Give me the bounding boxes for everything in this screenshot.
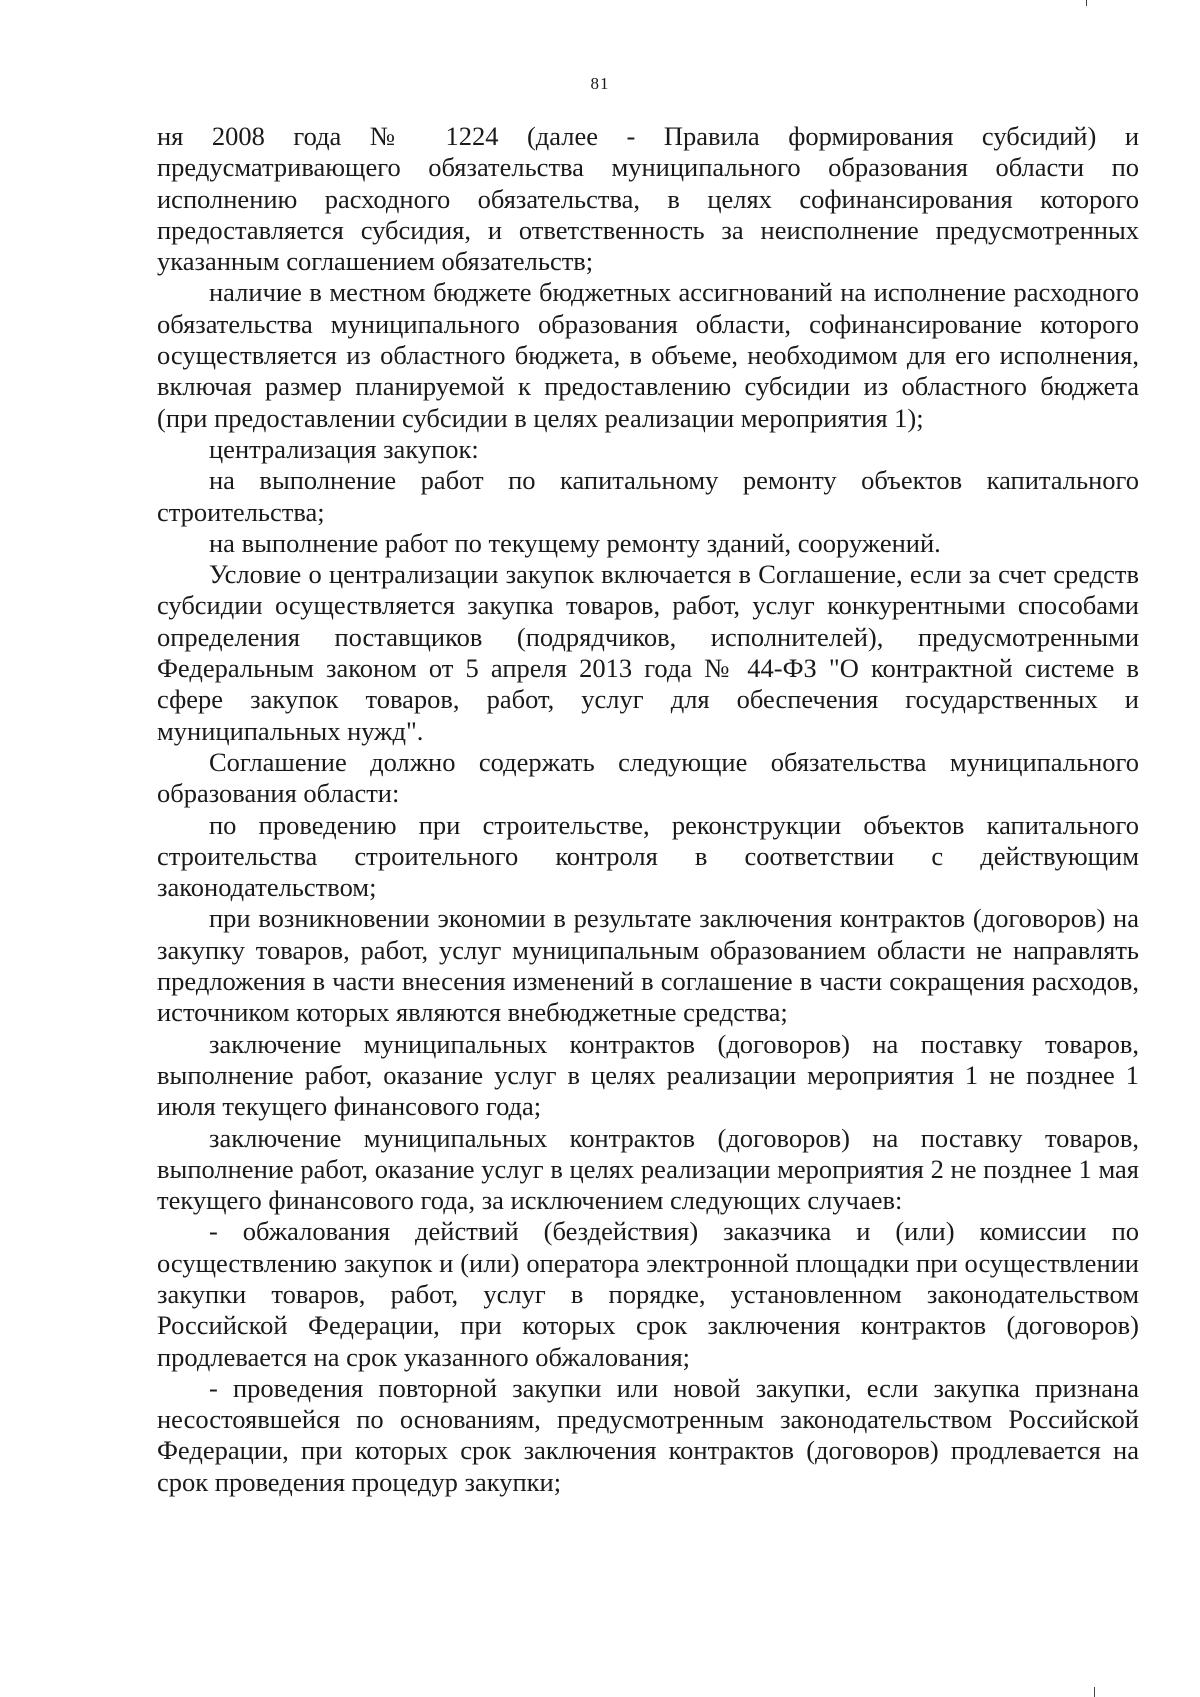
paragraph: при возникновении экономии в результате заключения контрактов (договоров) на закупку товаров, работ, услуг муниципальным образованием области не направлять предложения в части внесения изменений в соглашение в части сокращения расходов, источником которых являются внебюджетные средства; — [157, 903, 1139, 1028]
list-item: - проведения повторной закупки или новой закупки, если закупка признана несостоявшейся по основаниям, предусмотренным законодательством Российской Федерации, при которых срок заключения контрактов (договоров) продлевается на срок проведения процедур закупки; — [157, 1372, 1139, 1497]
paragraph: централизация закупок: — [209, 433, 479, 464]
paragraph: по проведению при строительстве, реконструкции объектов капитального строительства строительного контроля в соответствии с действующим законодательством; — [157, 809, 1139, 903]
paragraph: на выполнение работ по текущему ремонту зданий, сооружений. — [209, 527, 941, 558]
paragraph: Соглашение должно содержать следующие обязательства муниципального образования области: — [157, 746, 1139, 809]
list-item: - обжалования действий (бездействия) заказчика и (или) комиссии по осуществлению закупок и (или) оператора электронной площадки при осуществлении закупки товаров, работ, услуг в порядке, установленном законодательством Российской Федерации, при которых срок заключения контрактов (договоров) продлевается на срок указанного обжалования; — [157, 1216, 1139, 1372]
paragraph: заключение муниципальных контрактов (договоров) на поставку товаров, выполнение работ, оказание услуг в целях реализации мероприятия 1 не позднее 1 июля текущего финансового года; — [157, 1028, 1139, 1122]
paragraph: заключение муниципальных контрактов (договоров) на поставку товаров, выполнение работ, оказание услуг в целях реализации мероприятия 2 не позднее 1 мая текущего финансового года, за исключением следующих случаев: — [157, 1122, 1139, 1216]
scan-mark-top — [1086, 0, 1087, 6]
page-number: 81 — [590, 74, 610, 93]
paragraph: Условие о централизации закупок включается в Соглашение, если за счет средств субсидии осуществляется закупка товаров, работ, услуг конкурентными способами определения поставщиков (подрядчиков, исполнителей), предусмотренными Федеральным законом от 5 апреля 2013 года № 44-ФЗ "О контрактной системе в сфере закупок товаров, работ, услуг для обеспечения государственных и муниципальных нужд". — [157, 559, 1139, 746]
paragraph: на выполнение работ по капитальному ремонту объектов капитального строительства; — [157, 465, 1139, 527]
document-body — [157, 121, 1139, 1498]
paragraph: наличие в местном бюджете бюджетных ассигнований на исполнение расходного обязательства муниципального образования области, софинансирование которого осуществляется из областного бюджета, в объеме, необходимом для его исполнения, включая размер планируемой к предоставлению субсидии из областного бюджета (при предоставлении субсидии в целях реализации мероприятия 1); — [157, 277, 1139, 433]
scan-mark-bottom — [1094, 1687, 1095, 1697]
paragraph-continuation: ня 2008 года № 1224 (далее - Правила формирования субсидий) и предусматривающего обязательства муниципального образования области по исполнению расходного обязательства, в целях софинансирования которого предоставляется субсидия, и ответственность за неисполнение предусмотренных указанным соглашением обязательств; — [157, 121, 1139, 277]
